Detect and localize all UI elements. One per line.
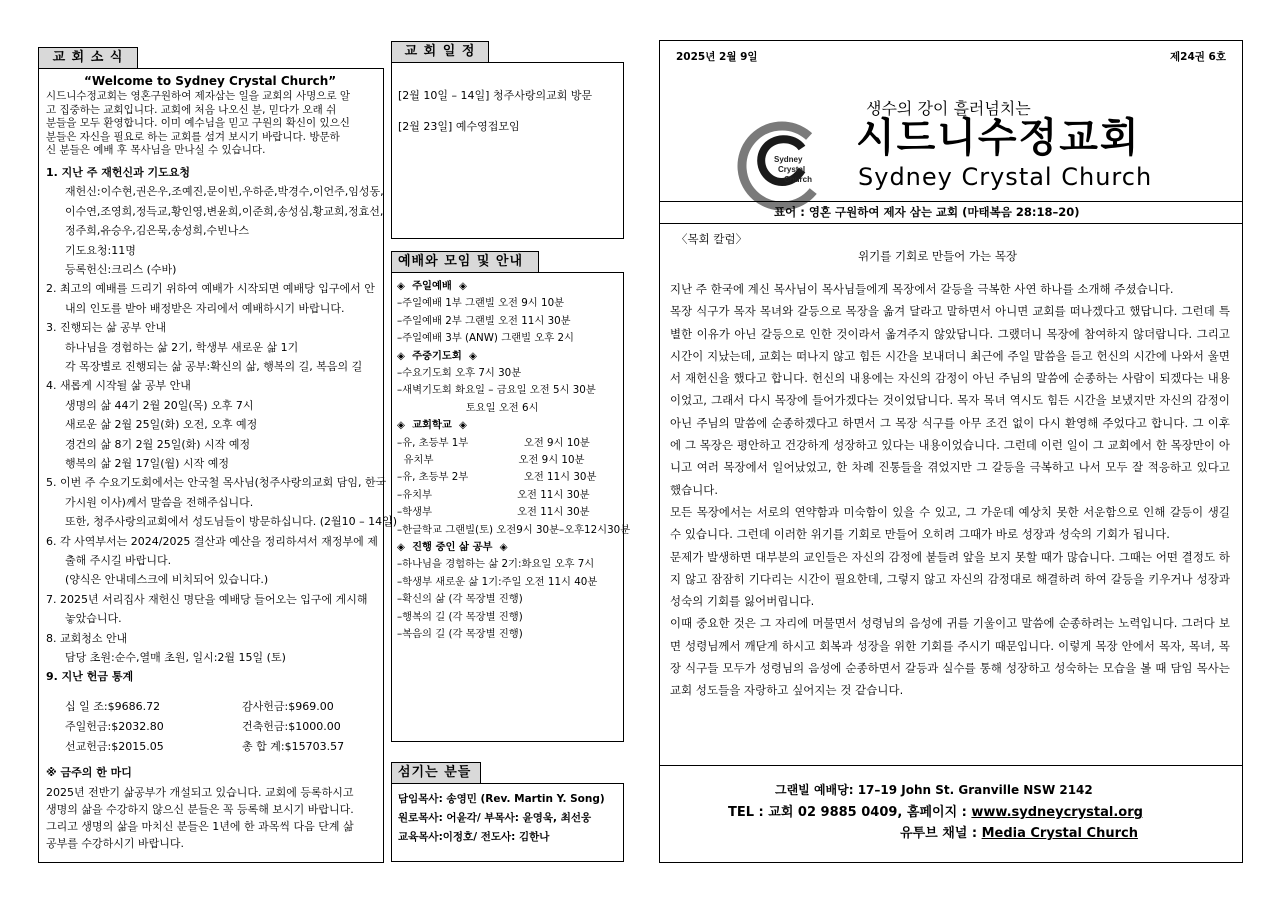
- news-item-line: 9. 지난 헌금 통계: [46, 670, 134, 684]
- news-item-line: 7. 2025년 서리집사 재헌신 명단을 예배당 들어오는 입구에 게시해: [46, 592, 368, 606]
- news-item-line: 1. 지난 주 재헌신과 기도요청: [46, 166, 191, 179]
- worship-line: ◈ 진행 중인 삶 공부 ◈: [397, 541, 508, 553]
- weekly-word-title: ※ 금주의 한 마디: [46, 766, 132, 779]
- worship-line: –하나님을 경험하는 삶 2기:화요일 오후 7시: [397, 558, 595, 571]
- worship-line: ◈ 교회학교 ◈: [397, 419, 467, 432]
- column-title: 위기를 기회로 만들어 가는 목장: [858, 249, 1018, 263]
- news-item-line: 8. 교회청소 안내: [46, 631, 128, 645]
- paragraph: 이때 중요한 것은 그 자리에 머물면서 성령님의 음성에 귀를 기울이고 말씀에 순종하려는 노력입니다. 그러다 보면 성령님께서 깨닫게 하시고 회복과 성장을 위한 기회를 주시기 때문입니다. 이렇게 목장 안에서 목자, 목녀, 목장 식구들 모두가 성령님의 음성에 순종하면서 갈등과 실수를 통해 성장하고 성숙하는 모습을 볼 때 담임 목사는 교회 성도들을 자랑하고 싶어지는 것 같습니다.: [670, 616, 1230, 698]
- paragraph: 문제가 발생하면 대부분의 교인들은 자신의 감정에 붙들려 앞을 보지 못할 때가 많습니다. 그때는 어떤 결정도 하지 않고 잠잠히 기다리는 시간이 필요한데, 그렇지 않고 자신의 감정대로 해결하려 하여 갈등을 키우거나 성장과 성숙의 기회를 잃어버립니다.: [670, 549, 1230, 609]
- intro-line: 고 집중하는 교회입니다. 교회에 처음 나오신 분, 믿다가 오래 쉬: [46, 103, 337, 116]
- worship-line: 유치부 오전 9시 10분: [397, 454, 585, 466]
- offering-item: 주일헌금:$2032.80: [65, 720, 164, 733]
- paragraph: 목장 식구가 목자 목녀와 갈등으로 목장을 옮겨 달라고 말하면서 아니면 교회를 떠나겠다고 했답니다. 그런데 특별한 이유가 아닌 갈등으로 인한 것이라서 옮겨주지 않았답니다. 그랬더니 목장에 참여하지 않더랍니다. 그리고 시간이 지났는데, 교회는 떠나지 않고 힘든 시간을 보내더니 최근에 주일 말씀을 듣고 헌신의 시간에 나와서 울면서 재헌신을 했다고 합니다. 헌신의 내용에는 자신의 감정이 아닌 주님의 말씀에 순종하는 사람이 되겠다는 내용이었고, 그래서 다시 목장에 들어가겠다는 것이었답니다. 목자 목녀 역시도 힘든 시간을 보냈지만 자신의 감정이 아닌 주님의 말씀에 순종하겠다고 하면서 그 목장 식구를 아무 조건 없이 다시 환영해 주었다고 합니다. 그 이후에 그 목장은 평안하고 건강하게 성장하고 있다는 내용이었습니다. 그런데 이런 일이 그 교회에서 한 목장만이 아니고 여러 목장에서 일어났었고, 한 차례 진통들을 겪었지만 그 갈등을 극복하고 나서 모두 잘 적응하고 있다고 했습니다.: [670, 304, 1230, 497]
- church-name-ko: 시드니수정교회: [856, 115, 1141, 161]
- news-item-line: 놓았습니다.: [65, 612, 122, 626]
- church-logo-icon: [736, 120, 828, 212]
- news-item-line: (양식은 안내데스크에 비치되어 있습니다.): [65, 573, 269, 587]
- worship-line: –유치부 오전 11시 30분: [397, 488, 590, 501]
- worship-line: ◈ 주일예배 ◈: [397, 280, 467, 292]
- news-item-line: 이수연,조영희,정득교,황인영,변윤희,이준희,송성심,황교희,정효선,: [65, 204, 384, 218]
- schedule-header: 교 회 일 정: [391, 41, 489, 63]
- intro-line: 분들을 모두 환영합니다. 이미 예수님을 믿고 구원의 확신이 있으신: [46, 117, 350, 129]
- website-link[interactable]: www.sydneycrystal.org: [971, 805, 1143, 820]
- worship-line: –새벽기도회 화요일 – 금요일 오전 5시 30분: [397, 384, 596, 397]
- news-item-line: 기도요청:11명: [65, 243, 136, 257]
- logo-text: Sydney: [774, 155, 803, 164]
- worship-header: 예배와 모임 및 안내: [391, 251, 539, 273]
- news-item-line: 내의 인도를 받아 배정받은 자리에서 예배하시기 바랍니다.: [65, 301, 345, 315]
- news-item-line: 행복의 삶 2월 17일(월) 시작 예정: [65, 457, 229, 470]
- worship-line: –행복의 길 (각 목장별 진행): [397, 610, 523, 623]
- worship-line: –학생부 오전 11시 30분: [397, 506, 590, 519]
- footer-youtube: [900, 825, 1138, 843]
- worship-line: –유, 초등부 1부 오전 9시 10분: [397, 436, 590, 449]
- news-item-line: 재헌신:이수현,권은우,조예진,문이빈,우하준,박경수,이언주,임성동,: [65, 185, 384, 199]
- footer-address: 그랜빌 예배당: 17–19 John St. Granville NSW 2142: [775, 783, 1093, 797]
- youtube-link[interactable]: Media Crystal Church: [981, 826, 1138, 841]
- news-item-line: 등록헌신:크리스 (수바): [65, 263, 177, 276]
- youtube-label: 유투브 채널 :: [900, 826, 982, 841]
- tagline: 생수의 강이 흘러넘치는: [866, 99, 1031, 118]
- news-header: 교 회 소 식: [38, 47, 138, 69]
- worship-line: 토요일 오전 6시: [397, 401, 539, 414]
- tel-text: TEL : 교회 02 9885 0409, 홈페이지 :: [728, 805, 972, 820]
- news-item-line: 생명의 삶 44기 2월 20일(목) 오후 7시: [65, 398, 254, 412]
- news-item-line: 각 목장별로 진행되는 삶 공부:확신의 삶, 행복의 길, 복음의 길: [65, 360, 363, 373]
- news-item-line: 5. 이번 주 수요기도회에서는 안국철 목사님(청주사랑의교회 담임, 한국: [46, 476, 387, 490]
- worship-line: –유, 초등부 2부 오전 11시 30분: [397, 471, 597, 484]
- column-article: [670, 278, 1230, 702]
- logo-text: Crystal: [778, 165, 806, 174]
- worship-line: –수요기도회 오후 7시 30분: [397, 367, 522, 379]
- intro-line: 시드니수정교회는 영혼구원하여 제자삼는 일을 교회의 사명으로 알: [46, 90, 351, 102]
- news-item-line: 정주희,유승우,김은묵,송성희,수빈나스: [65, 224, 250, 238]
- offering-item: 감사헌금:$969.00: [242, 700, 334, 713]
- news-item-line: 새로운 삶 2월 25일(화) 오전, 오후 예정: [65, 418, 258, 432]
- offering-item: 십 일 조:$9686.72: [65, 700, 161, 713]
- offering-item: 선교헌금:$2015.05: [65, 740, 164, 753]
- worship-line: –주일예배 1부 그랜빌 오전 9시 10분: [397, 297, 565, 310]
- schedule-item: [2월 23일] 예수영접모임: [398, 120, 520, 133]
- worship-line: –주일예배 3부 (ANW) 그랜빌 오후 2시: [397, 332, 574, 345]
- welcome-title: “Welcome to Sydney Crystal Church”: [84, 74, 337, 88]
- bulletin-date: 2025년 2월 9일: [676, 51, 758, 63]
- staff-line: 원로목사: 어윤각/ 부목사: 윤영욱, 최선웅: [398, 812, 592, 824]
- offering-item: 총 합 계:$15703.57: [242, 740, 345, 753]
- news-item-line: 4. 새롭게 시작될 삶 공부 안내: [46, 379, 191, 393]
- church-name-en: Sydney Crystal Church: [858, 163, 1153, 191]
- offering-item: 건축헌금:$1000.00: [242, 720, 341, 733]
- news-item-line: 6. 각 사역부서는 2024/2025 결산과 예산을 정리하셔서 재정부에 제: [46, 534, 378, 548]
- news-item-line: 2. 최고의 예배를 드리기 위하여 예배가 시작되면 예배당 입구에서 안: [46, 282, 375, 296]
- footer-contact: [728, 804, 1143, 822]
- staff-line: 교육목사:이정호/ 전도사: 김한나: [398, 831, 550, 843]
- staff-line: 담임목사: 송영민 (Rev. Martin Y. Song): [398, 793, 605, 805]
- worship-line: –확신의 삶 (각 목장별 진행): [397, 593, 523, 606]
- worship-line: ◈ 주중기도회 ◈: [397, 349, 477, 362]
- weekly-word-line: 공부를 수강하시기 바랍니다.: [46, 837, 185, 850]
- weekly-word-line: 그리고 생명의 삶을 마치신 분들은 1년에 한 과목씩 다음 단계 삶: [46, 820, 354, 833]
- worship-line: –한글학교 그랜빌(토) 오전9시 30분–오후12시30분: [397, 523, 631, 536]
- logo-text: Church: [784, 175, 812, 184]
- news-item-line: 담당 초원:순수,열매 초원, 일시:2월 15일 (토): [65, 651, 286, 664]
- news-item-line: 3. 진행되는 삶 공부 안내: [46, 321, 167, 335]
- church-logo: [736, 120, 828, 212]
- news-item-line: 하나님을 경험하는 삶 2기, 학생부 새로운 삶 1기: [65, 340, 299, 354]
- worship-line: –학생부 새로운 삶 1기:주일 오전 11시 40분: [397, 575, 598, 588]
- weekly-word-line: 2025년 전반기 삶공부가 개설되고 있습니다. 교회에 등록하시고: [46, 786, 354, 799]
- paragraph: 모든 목장에서는 서로의 연약함과 미숙함이 있을 수 있고, 그 가운데 예상치 못한 서운함으로 인해 갈등이 생길 수 있습니다. 그런데 이러한 위기를 기회로 만들어 오히려 그때가 바로 성장과 성숙의 기회가 됩니다.: [670, 504, 1230, 542]
- staff-header: 섬기는 분들: [391, 762, 481, 784]
- news-item-line: 가시원 이사)께서 말씀을 전해주십니다.: [65, 495, 254, 509]
- weekly-word-line: 생명의 삶을 수강하지 않으신 분들은 꼭 등록해 보시기 바랍니다.: [46, 803, 354, 816]
- bulletin-volume: 제24권 6호: [1170, 51, 1227, 63]
- news-item-line: 경건의 삶 8기 2월 25일(화) 시작 예정: [65, 437, 251, 451]
- intro-line: 신 분들은 예배 후 목사님을 만나실 수 있습니다.: [46, 144, 266, 156]
- news-item-line: 출해 주시길 바랍니다.: [65, 554, 172, 567]
- intro-line: 분들은 자신을 필요로 하는 교회를 섬겨 보시기 바랍니다. 방문하: [46, 130, 340, 143]
- column-label: 〈목회 칼럼〉: [676, 232, 748, 246]
- worship-line: –주일예배 2부 그랜빌 오전 11시 30분: [397, 314, 571, 327]
- motto-rule: [660, 201, 1242, 202]
- paragraph: 지난 주 한국에 계신 목사님이 목사님들에게 목장에서 갈등을 극복한 사연 하나를 소개해 주셨습니다.: [670, 282, 1174, 296]
- schedule-item: [2월 10일 – 14일] 청주사랑의교회 방문: [398, 89, 593, 102]
- motto: 표어 : 영혼 구원하여 제자 삼는 교회 (마태복음 28:18–20): [774, 205, 1080, 219]
- news-item-line: 또한, 청주사랑의교회에서 성도님들이 방문하십니다. (2월10 – 14일): [65, 515, 398, 529]
- worship-line: –복음의 길 (각 목장별 진행): [397, 628, 523, 640]
